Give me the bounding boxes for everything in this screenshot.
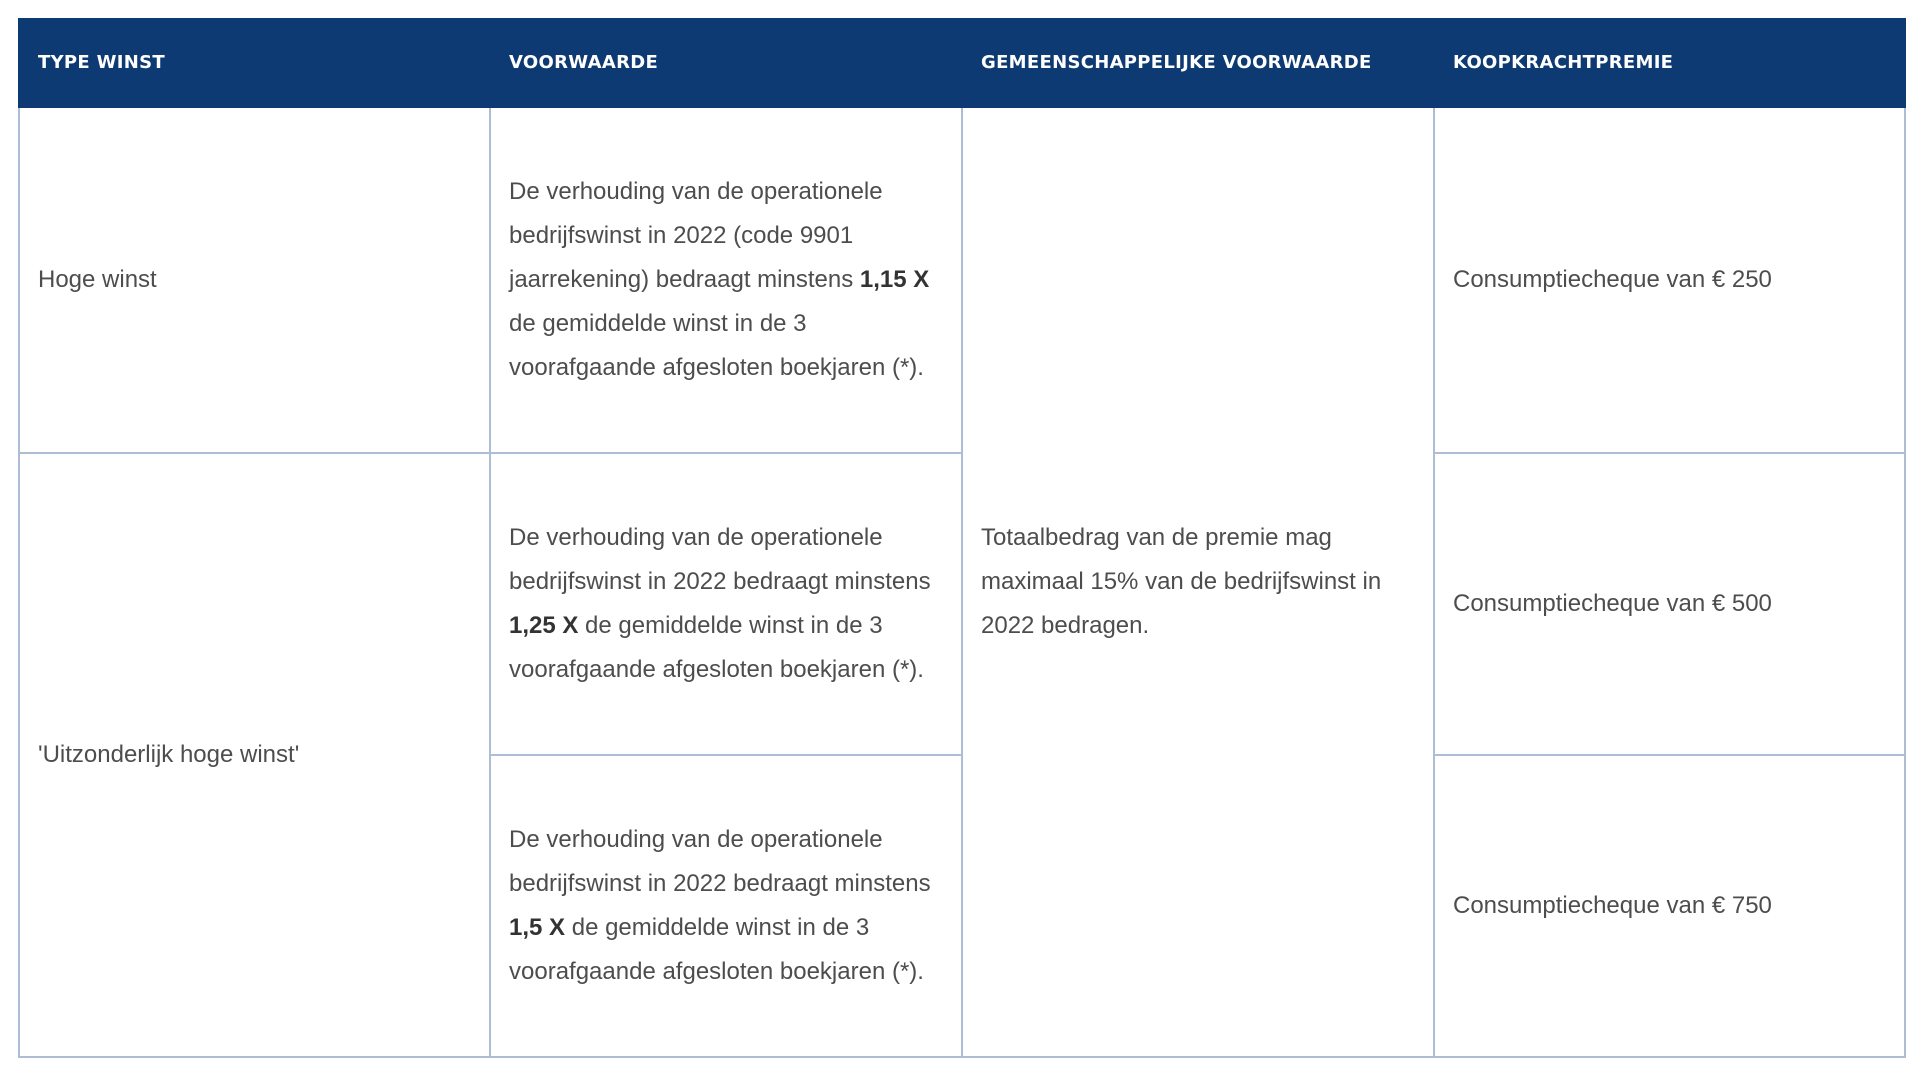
table-row	[19, 107, 1905, 453]
voorwaarde-text: de gemiddelde winst in de 3 voorafgaande afgesloten boekjaren (*).	[509, 914, 924, 985]
voorwaarde-factor: 1,25 X	[509, 612, 579, 639]
voorwaarde-text: De verhouding van de operationele bedrijfswinst in 2022 bedraagt minstens	[509, 524, 931, 595]
type-winst-cell: Hoge winst	[19, 107, 490, 453]
table-header-row	[19, 19, 1905, 107]
header-koopkrachtpremie: KOOPKRACHTPREMIE	[1434, 19, 1905, 107]
premie-cell: Consumptiecheque van € 500	[1434, 453, 1905, 755]
voorwaarde-cell	[490, 755, 962, 1057]
header-voorwaarde: VOORWAARDE	[490, 19, 962, 107]
voorwaarde-text: De verhouding van de operationele bedrijfswinst in 2022 bedraagt minstens	[509, 826, 931, 897]
voorwaarde-factor: 1,5 X	[509, 914, 566, 941]
premie-cell: Consumptiecheque van € 250	[1434, 107, 1905, 453]
koopkrachtpremie-table	[18, 18, 1906, 1058]
voorwaarde-text: de gemiddelde winst in de 3 voorafgaande afgesloten boekjaren (*).	[509, 612, 924, 683]
voorwaarde-text: de gemiddelde winst in de 3 voorafgaande afgesloten boekjaren (*).	[509, 310, 924, 381]
voorwaarde-cell	[490, 453, 962, 755]
header-type-winst: TYPE WINST	[19, 19, 490, 107]
voorwaarde-cell	[490, 107, 962, 453]
header-gemeenschappelijke-voorwaarde: GEMEENSCHAPPELIJKE VOORWAARDE	[962, 19, 1434, 107]
voorwaarde-text: De verhouding van de operationele bedrijfswinst in 2022 (code 9901 jaarrekening) bedraagt minstens	[509, 178, 883, 293]
gemeenschappelijke-voorwaarde-cell: Totaalbedrag van de premie mag maximaal 15% van de bedrijfswinst in 2022 bedragen.	[962, 107, 1434, 1057]
premium-table-container	[18, 18, 1904, 1058]
premie-cell: Consumptiecheque van € 750	[1434, 755, 1905, 1057]
voorwaarde-factor: 1,15 X	[859, 266, 930, 293]
type-winst-cell: 'Uitzonderlijk hoge winst'	[19, 453, 490, 1057]
